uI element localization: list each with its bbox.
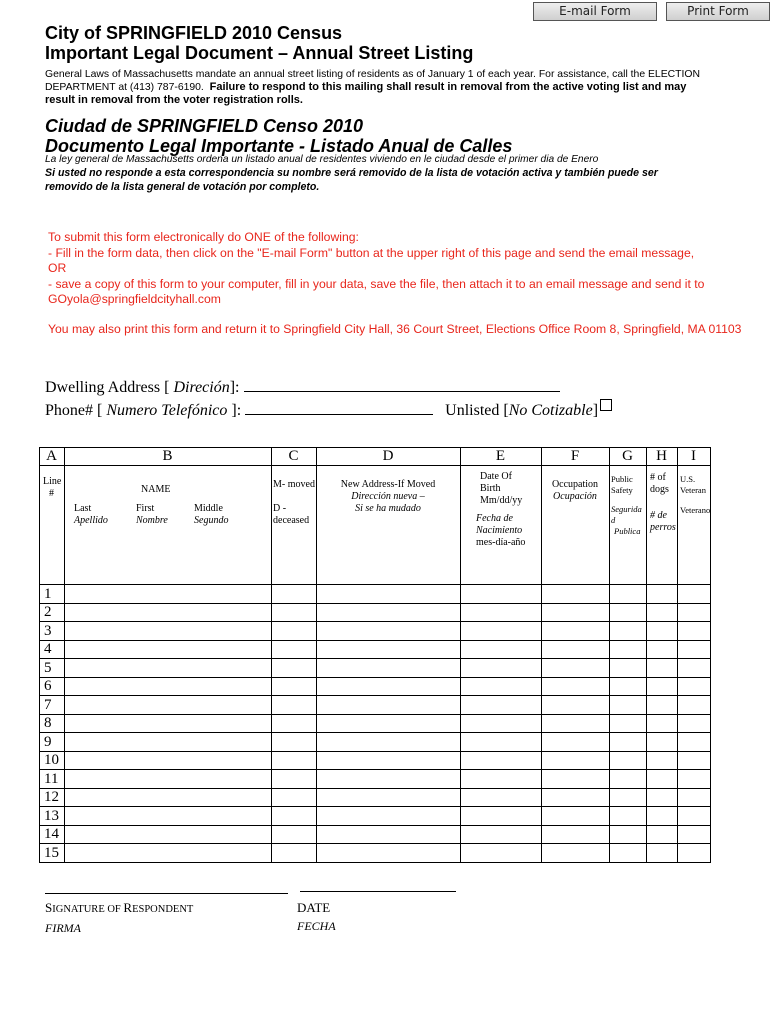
- col-b-middle: [194, 503, 228, 527]
- dwelling-address-row: [45, 377, 560, 397]
- es-warning-line-1: Si usted no responde a esta correspondencia su nombre será removido de la lista de votación activa y también puede ser: [45, 167, 658, 179]
- row-line: [39, 658, 711, 659]
- col-a-hash: #: [49, 488, 54, 499]
- contact-email: GOyola@springfieldcityhall.com: [48, 292, 221, 306]
- phone-label-es: Numero Telefónico: [106, 402, 228, 419]
- col-b-middle-label: Middle: [194, 503, 223, 514]
- col-line: [39, 447, 40, 863]
- submission-instructions: [48, 230, 704, 308]
- col-c-deceased-label: deceased: [273, 515, 310, 526]
- department-phone: DEPARTMENT at (413) 787-6190.: [45, 82, 204, 93]
- email-form-button[interactable]: E-mail Form: [533, 2, 657, 21]
- row-line: [39, 640, 711, 641]
- dwelling-address-label: Dwelling Address [: [45, 379, 174, 396]
- row-number: 13: [44, 808, 59, 824]
- col-e-line-1: Date Of: [480, 471, 512, 482]
- row-line: [39, 677, 711, 678]
- row-line: [39, 825, 711, 826]
- col-e-es-line-2: Nacimiento: [476, 525, 523, 536]
- row-line: [39, 714, 711, 715]
- col-h-es-line-1: # de: [650, 510, 667, 521]
- row-line: [39, 843, 711, 844]
- sig-rest-2: ESPONDENT: [132, 904, 194, 915]
- signature-line[interactable]: [45, 893, 288, 894]
- legal-notice-line-2: [45, 81, 700, 94]
- row-line: [39, 788, 711, 789]
- row-line: [39, 769, 711, 770]
- es-legal-notice: La ley general de Massachusetts ordena un listado anual de residentes viviendo en le ciudad desde el primer dia de Enero: [45, 154, 599, 165]
- phone-label-end: ]:: [227, 402, 242, 419]
- col-i-line-2: Veteran: [680, 485, 706, 495]
- unlisted-checkbox[interactable]: [600, 399, 612, 411]
- row-number: 15: [44, 845, 59, 861]
- col-h-header: [650, 472, 676, 534]
- print-form-button[interactable]: Print Form: [666, 2, 770, 21]
- instruction-line-4: - save a copy of this form to your computer, fill in your data, save the file, then attach it to an email message and send it to: [48, 276, 705, 291]
- col-e-es-line-1: Fecha de: [476, 513, 513, 524]
- date-line[interactable]: [300, 891, 456, 892]
- column-letter-h: H: [656, 448, 667, 464]
- col-h-es-line-2: perros: [650, 522, 676, 533]
- col-i-header: [680, 474, 710, 516]
- col-g-line-2: Safety: [611, 485, 633, 495]
- row-line: [39, 584, 711, 585]
- unlisted-label-end: ]: [592, 402, 599, 419]
- col-line: [64, 447, 65, 863]
- col-e-line-3: Mm/dd/yy: [480, 495, 523, 506]
- col-c-d: D -: [273, 503, 287, 514]
- col-i-line-3: Veterano: [680, 505, 711, 515]
- row-line: [39, 732, 711, 733]
- dwelling-address-input[interactable]: [244, 377, 560, 392]
- col-b-first-label: First: [136, 503, 155, 514]
- instruction-line-2: - Fill in the form data, then click on the "E-mail Form" button at the upper right of this page and send the email message,: [48, 245, 695, 260]
- col-line: [541, 447, 542, 863]
- col-b-middle-es: Segundo: [194, 515, 229, 526]
- row-number: 8: [44, 715, 52, 731]
- col-f-line-1: Occupation: [551, 479, 599, 490]
- col-f-line-2: Ocupación: [553, 491, 597, 502]
- row-line: [39, 603, 711, 604]
- col-a-header: [43, 476, 61, 500]
- col-d-line-3: Si se ha mudado: [355, 503, 421, 514]
- instruction-line-1: To submit this form electronically do ONE of the following:: [48, 230, 359, 244]
- row-number: 14: [44, 826, 59, 842]
- row-line: [39, 465, 711, 466]
- sig-rest-1: IGNATURE OF: [52, 904, 124, 915]
- column-letter-e: E: [495, 448, 506, 464]
- col-c-deceased: [273, 503, 309, 527]
- es-title-line-2: Documento Legal Importante - Listado Anual de Calles: [45, 136, 513, 156]
- row-line: [39, 695, 711, 696]
- date-label-es: FECHA: [297, 919, 336, 933]
- row-number: 4: [44, 641, 52, 657]
- row-line: [39, 751, 711, 752]
- row-number: 6: [44, 678, 52, 694]
- date-label-en: DATE: [297, 900, 331, 915]
- col-h-line-1: # of: [650, 472, 666, 483]
- phone-input[interactable]: [245, 400, 433, 415]
- col-g-es-line-1: Segurida: [611, 504, 642, 514]
- instruction-line-3: OR: [48, 261, 67, 275]
- row-number: 11: [44, 771, 59, 787]
- sig-s: S: [45, 900, 53, 915]
- col-f-header: [541, 479, 609, 503]
- column-letter-b: B: [162, 448, 173, 464]
- dwelling-address-label-end: ]:: [229, 379, 240, 396]
- legal-notice: [45, 68, 700, 107]
- signature-label-es: FIRMA: [45, 921, 81, 935]
- col-line: [677, 447, 678, 863]
- col-e-header: [476, 471, 525, 549]
- col-e-line-2: Birth: [480, 483, 501, 494]
- sig-r: R: [123, 900, 133, 915]
- row-number: 3: [44, 623, 52, 639]
- row-number: 5: [44, 660, 52, 676]
- es-title-line-1: Ciudad de SPRINGFIELD Censo 2010: [45, 116, 364, 136]
- col-b-first-es: Nombre: [136, 515, 168, 526]
- warning-text: Failure to respond to this mailing shall result in removal from the active voting list and may: [209, 81, 687, 93]
- col-line: [460, 447, 461, 863]
- col-g-line-1: Public: [611, 474, 633, 484]
- title-line-2: Important Legal Document – Annual Street Listing: [45, 43, 474, 63]
- row-number: 12: [44, 789, 59, 805]
- column-letter-a: A: [46, 448, 57, 464]
- col-b-last-es: Apellido: [74, 515, 108, 526]
- col-line: [646, 447, 647, 863]
- column-letter-f: F: [570, 448, 580, 464]
- col-b-last-label: Last: [74, 503, 92, 514]
- dwelling-address-label-es: Direción: [173, 379, 230, 396]
- col-line: [271, 447, 272, 863]
- col-b-last: [74, 503, 108, 527]
- column-letter-c: C: [288, 448, 299, 464]
- col-d-line-1: New Address-If Moved: [340, 479, 436, 490]
- legal-notice-line-1: General Laws of Massachusetts mandate an annual street listing of residents as of January 1 of each year. For assistance, call the ELECTION: [45, 69, 700, 80]
- col-g-es-line-3: Publica: [614, 526, 641, 536]
- phone-row: [45, 400, 598, 420]
- col-g-es-line-2: d: [611, 515, 616, 525]
- unlisted-label-es: No Cotizable: [508, 402, 593, 419]
- phone-label: Phone# [: [45, 402, 107, 419]
- unlisted-label: Unlisted [: [445, 402, 509, 419]
- col-d-line-2: Dirección nueva –: [351, 491, 425, 502]
- col-g-header: [611, 474, 642, 537]
- es-warning: [45, 166, 658, 194]
- col-i-line-1: U.S.: [680, 474, 696, 484]
- column-letter-g: G: [622, 448, 633, 464]
- signature-label: [45, 899, 193, 937]
- row-line: [39, 806, 711, 807]
- col-h-line-2: dogs: [650, 484, 669, 495]
- es-warning-line-2: removido de la lista general de votación por completo.: [45, 181, 320, 193]
- row-number: 2: [44, 604, 52, 620]
- col-c-moved: M- moved: [273, 479, 315, 490]
- print-instructions: You may also print this form and return it to Springfield City Hall, 36 Court Street, Elections Office Room 8, Springfield, MA 01103: [48, 322, 742, 336]
- col-b-name: NAME: [141, 484, 171, 495]
- warning-text-line-3: result in removal from the voter registration rolls.: [45, 94, 303, 106]
- row-line: [39, 862, 711, 863]
- row-number: 10: [44, 752, 59, 768]
- col-line: [609, 447, 610, 863]
- row-number: 7: [44, 697, 52, 713]
- title-line-1: City of SPRINGFIELD 2010 Census: [45, 23, 343, 43]
- column-letter-d: D: [382, 448, 394, 464]
- col-e-es-line-3: mes-día-año: [476, 537, 526, 548]
- row-line: [39, 621, 711, 622]
- col-d-header: [316, 479, 460, 515]
- col-a-line: Line: [43, 476, 62, 487]
- row-number: 1: [44, 586, 52, 602]
- column-letter-i: I: [691, 448, 696, 464]
- date-label: [297, 899, 336, 935]
- row-number: 9: [44, 734, 52, 750]
- col-b-first: [136, 503, 168, 527]
